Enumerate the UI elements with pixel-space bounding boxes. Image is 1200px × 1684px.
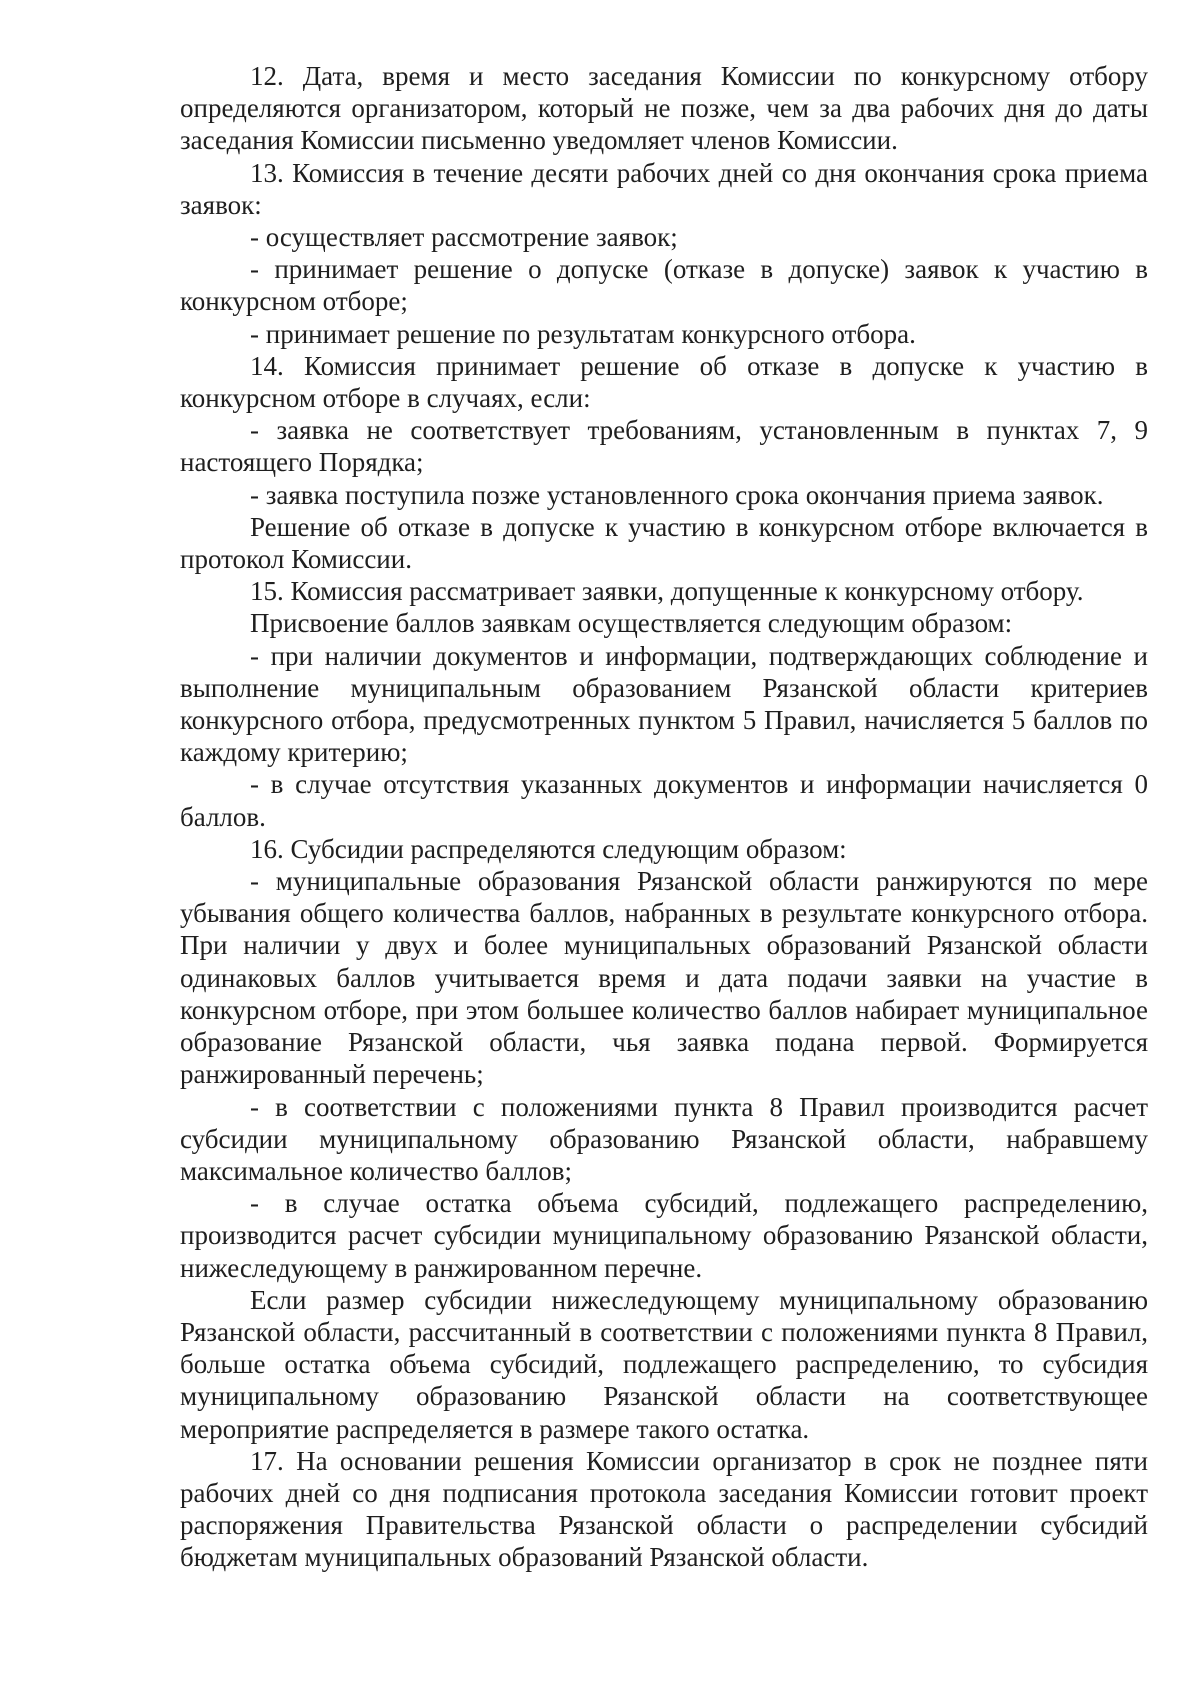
paragraph-17: 17. На основании решения Комиссии организатор в срок не позднее пяти рабочих дней со дня подписания протокола заседания Комиссии готовит проект распоряжения Правительства Рязанской области о распределении субсидий бюджетам муниципальных образований Рязанской области. (180, 1445, 1148, 1573)
list-item: - осуществляет рассмотрение заявок; (250, 222, 678, 253)
document-body (180, 60, 1148, 1574)
paragraph-15: 15. Комиссия рассматривает заявки, допущенные к конкурсному отбору. (250, 576, 1084, 607)
list-item: - в случае остатка объема субсидий, подлежащего распределению, производится расчет субсидии муниципальному образованию Рязанской области, нижеследующему в ранжированном перечне. (180, 1188, 1148, 1283)
list-item: - в соответствии с положениями пункта 8 Правил производится расчет субсидии муниципальному образованию Рязанской области, набравшему максимальное количество баллов; (180, 1091, 1148, 1186)
paragraph-text: Если размер субсидии нижеследующему муниципальному образованию Рязанской области, рассчитанный в соответствии с положениями пункта 8 Правил, больше остатка объема субсидий, подлежащего распределению, то субсидия муниципальному образованию Рязанской области на соответствующее мероприятие распределяется в размере такого остатка. (180, 1284, 1148, 1444)
list-item: - при наличии документов и информации, подтверждающих соблюдение и выполнение муниципальным образованием Рязанской области критериев конкурсного отбора, предусмотренных пунктом 5 Правил, начисляется 5 баллов по каждому критерию; (180, 640, 1148, 768)
paragraph-16: 16. Субсидии распределяются следующим образом: (250, 833, 847, 864)
list-item: - принимает решение о допуске (отказе в допуске) заявок к участию в конкурсном отборе; (180, 254, 1148, 317)
paragraph-14: 14. Комиссия принимает решение об отказе в допуске к участию в конкурсном отборе в случаях, если: (180, 350, 1148, 414)
paragraph-13: 13. Комиссия в течение десяти рабочих дней со дня окончания срока приема заявок: (180, 157, 1148, 220)
list-item: - в случае отсутствия указанных документов и информации начисляется 0 баллов. (180, 769, 1148, 832)
paragraph-text: Присвоение баллов заявкам осуществляется следующим образом: (250, 608, 1013, 639)
list-item: - заявка не соответствует требованиям, установленным в пунктах 7, 9 настоящего Порядка; (180, 415, 1148, 478)
list-item: - заявка поступила позже установленного срока окончания приема заявок. (250, 479, 1104, 510)
list-item: - принимает решение по результатам конкурсного отбора. (250, 318, 916, 349)
list-item: - муниципальные образования Рязанской области ранжируются по мере убывания общего количества баллов, набранных в результате конкурсного отбора. При наличии у двух и более муниципальных образований Рязанской области одинаковых баллов учитывается время и дата подачи заявки на участие в конкурсном отборе, при этом большее количество баллов набирает муниципальное образование Рязанской области, чья заявка подана первой. Формируется ранжированный перечень; (180, 866, 1148, 1090)
paragraph-12: 12. Дата, время и место заседания Комиссии по конкурсному отбору определяются организатором, который не позже, чем за два рабочих дня до даты заседания Комиссии письменно уведомляет членов Комиссии. (180, 61, 1148, 156)
paragraph-text: Решение об отказе в допуске к участию в конкурсном отборе включается в протокол Комиссии. (180, 511, 1148, 575)
